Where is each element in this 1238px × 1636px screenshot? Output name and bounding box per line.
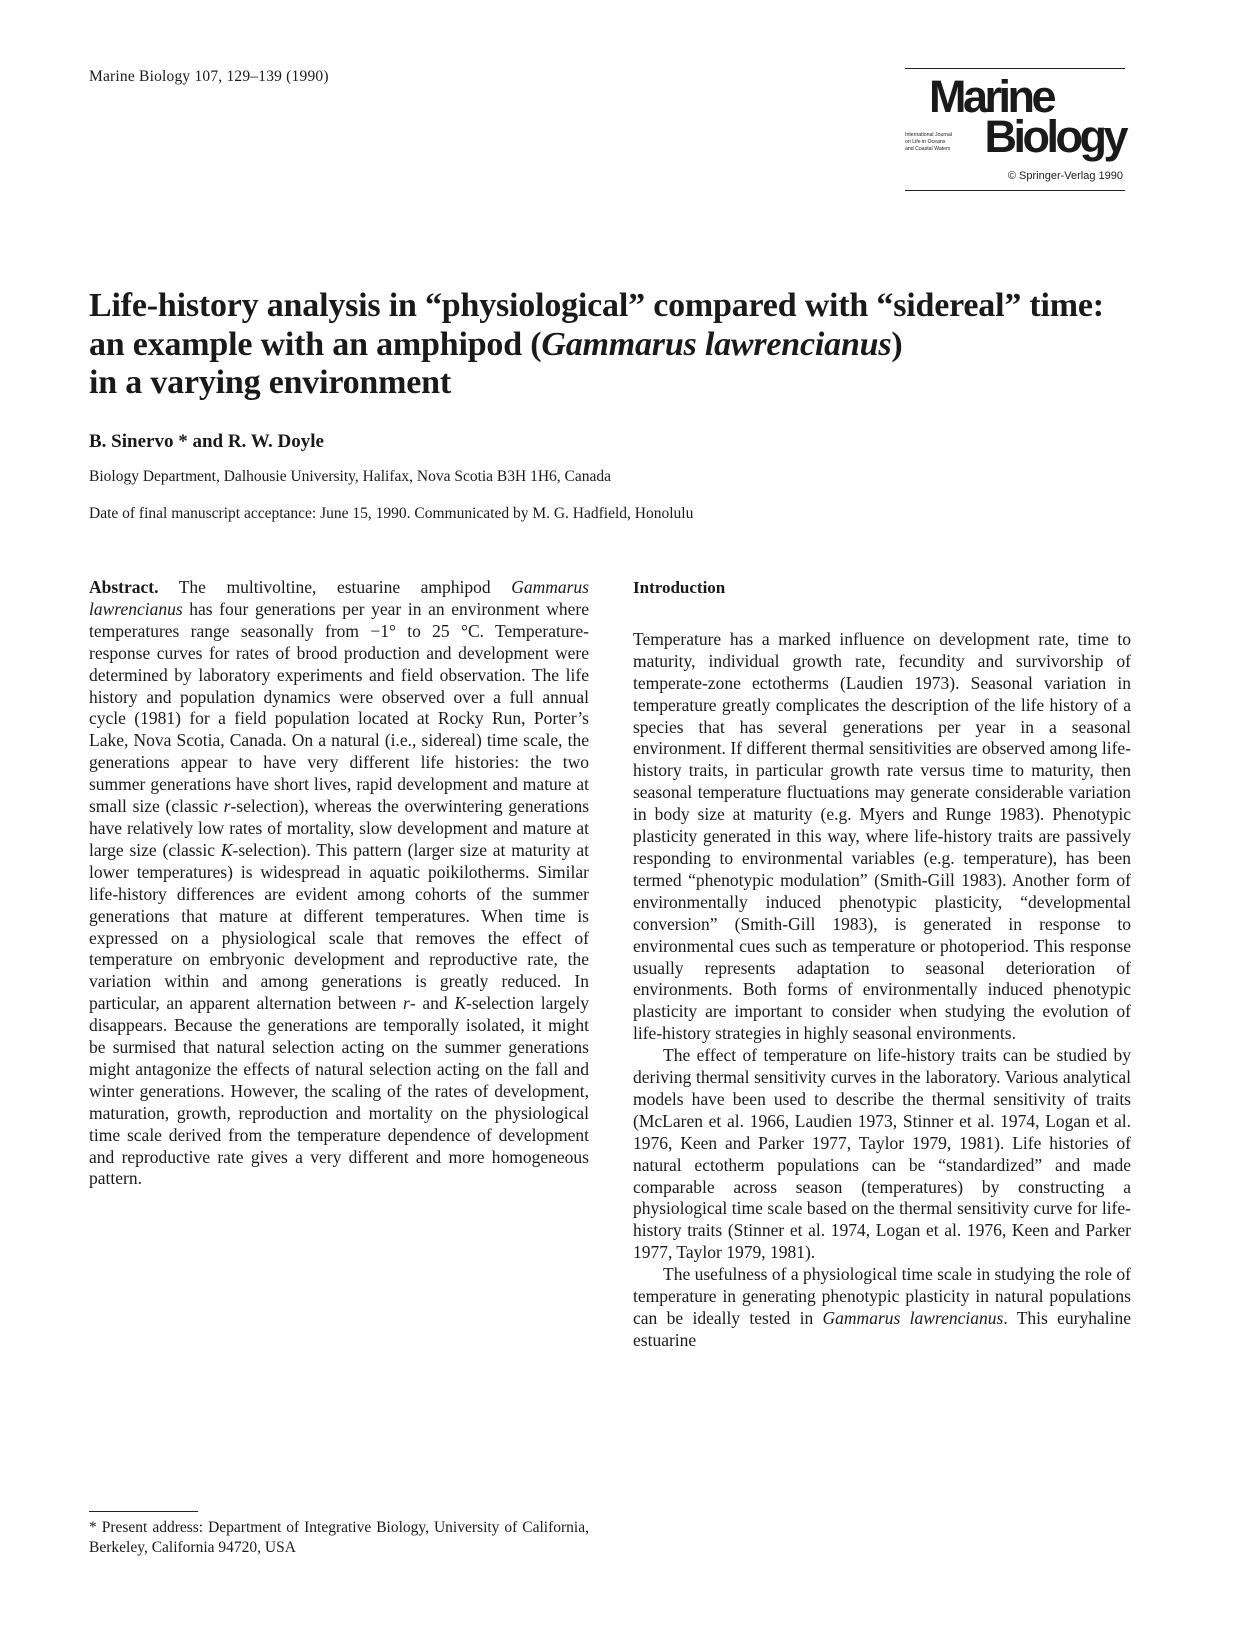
logo-top-rule [905, 68, 1125, 69]
section-heading-introduction: Introduction [633, 578, 726, 597]
logo-word-marine: Marine [928, 71, 1053, 122]
logo-word-biology: Biology [984, 111, 1125, 162]
logo-subtitle: International Journal on Life in Oceans and Coastal Waters [905, 132, 953, 152]
article-title [89, 287, 1149, 403]
logo-bottom-rule [905, 190, 1125, 191]
footnote-rule [89, 1511, 198, 1512]
abstract-label: Abstract. [89, 577, 159, 597]
intro-paragraph-3: The usefulness of a physiological time scale in studying the role of temperature in generating phenotypic plasticity in natural populations can be ideally tested in Gammarus lawrencianus. This euryhaline estuarine [633, 1264, 1132, 1350]
intro-paragraph-2: The effect of temperature on life-history traits can be studied by deriving thermal sensitivity curves in the laboratory. Various analytical models have been used to describe the thermal sensitivity of traits (McLaren et al. 1966, Laudien 1973, Stinner et al. 1974, Logan et al. 1976, Keen and Parker 1977, Taylor 1979, 1981). Life histories of natural ectotherm populations can be “standardized” and made comparable across season (temperatures) by constructing a physiological time scale based on the thermal sensitivity curve for life-history traits (Stinner et al. 1974, Logan et al. 1976, Keen and Parker 1977, Taylor 1979, 1981). [633, 1045, 1131, 1263]
manuscript-dates: Date of final manuscript acceptance: June 15, 1990. Communicated by M. G. Hadfield, Honolulu [89, 505, 694, 522]
intro-paragraph-1: Temperature has a marked influence on development rate, time to maturity, individual growth rate, fecundity and survivorship of temperate-zone ectotherms (Laudien 1973). Seasonal variation in temperature greatly complicates the description of the life history of a species that has several generations per year in a seasonal environment. If different thermal sensitivities are observed among life-history traits, in particular growth rate versus time to maturity, then seasonal temperature fluctuations may generate considerable variation in body size at maturity (e.g. Myers and Runge 1983). Phenotypic plasticity generated in this way, where life-history traits are passively responding to environmental variables (e.g. temperature), has been termed “phenotypic modulation” (Smith-Gill 1983). Another form of environmentally induced phenotypic plasticity, “developmental conversion” (Smith-Gill 1983), is generated in response to environmental cues such as temperature or photoperiod. This response usually represents adaptation to seasonal deterioration of environments. Both forms of environmentally induced phenotypic plasticity are important to consider when studying the evolution of life-history strategies in highly seasonal environments. [633, 628, 1131, 1044]
authors: B. Sinervo * and R. W. Doyle [89, 431, 324, 452]
left-column [89, 577, 589, 1190]
title-line-3: in a varying environment [89, 364, 451, 401]
title-line-1: Life-history analysis in “physiological” compared with “sidereal” time: [89, 287, 1104, 324]
copyright-notice: © Springer-Verlag 1990 [1007, 170, 1123, 182]
abstract: Abstract. The multivoltine, estuarine amphipod Gammarus lawrencianus has four generations per year in an environment where temperatures range seasonally from −1° to 25 °C. Temperature-response curves for rates of brood production and development were determined by laboratory experiments and field observation. The life history and population dynamics were observed over a full annual cycle (1981) for a field population located at Rocky Run, Porter’s Lake, Nova Scotia, Canada. On a natural (i.e., sidereal) time scale, the generations appear to have very different life histories: the two summer generations have short lives, rapid development and mature at small size (classic r-selection), whereas the overwintering generations have relatively low rates of mortality, slow development and mature at large size (classic K-selection). This pattern (larger size at maturity at lower temperatures) is widespread in aquatic poikilotherms. Similar life-history differences are evident among cohorts of the summer generations that mature at different temperatures. When time is expressed on a physiological scale that removes the effect of temperature on embryonic development and reproductive rate, the variation within and among generations is greatly reduced. In particular, an apparent alternation between r- and K-selection largely disappears. Because the generations are temporally isolated, it might be surmised that natural selection acting on the summer generations might antagonize the effects of natural selection acting on the fall and winter generations. However, the scaling of the rates of development, maturation, growth, reproduction and mortality on the physiological time scale derived from the temperature dependence of development and reproductive rate gives a very different and more homogeneous pattern. [89, 577, 589, 1189]
affiliation: Biology Department, Dalhousie University, Halifax, Nova Scotia B3H 1H6, Canada [89, 468, 612, 485]
footnote: * Present address: Department of Integrative Biology, University of California, Berkeley, California 94720, USA [89, 1519, 589, 1556]
title-line-2: an example with an amphipod (Gammarus lawrencianus) [89, 325, 903, 363]
journal-logo [905, 68, 1125, 192]
right-column [633, 577, 1131, 1352]
journal-reference: Marine Biology 107, 129–139 (1990) [89, 68, 329, 85]
